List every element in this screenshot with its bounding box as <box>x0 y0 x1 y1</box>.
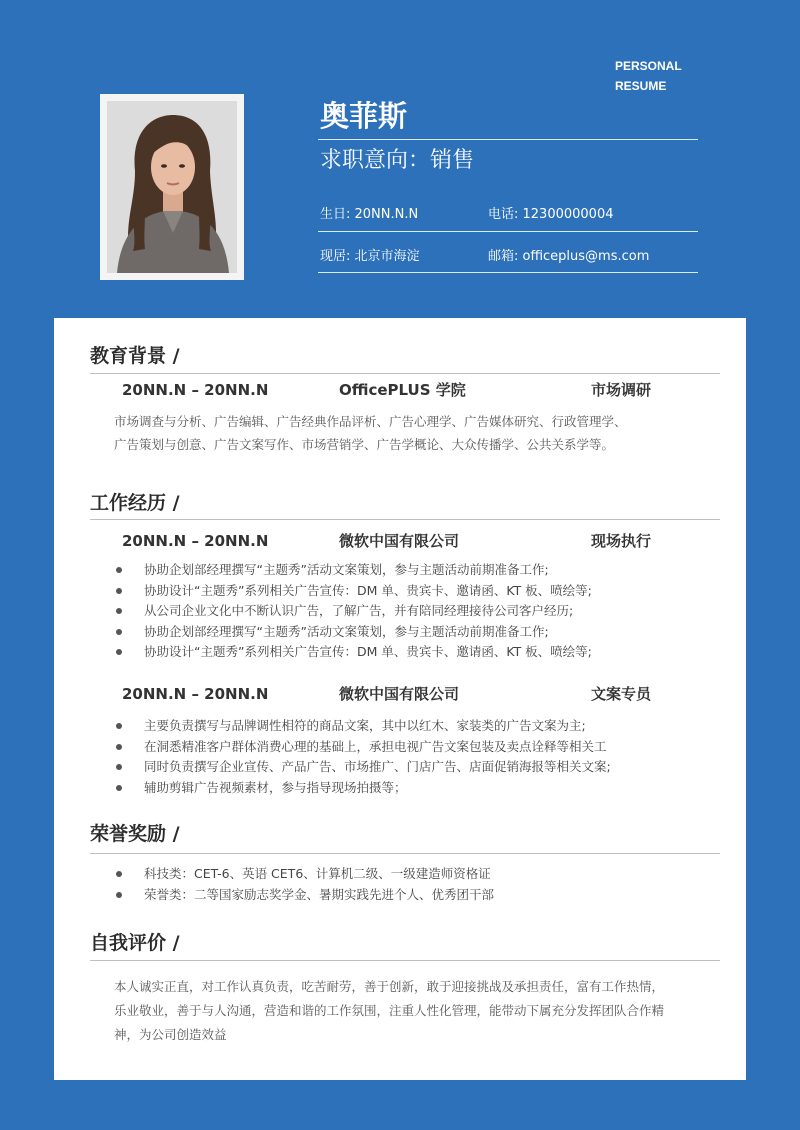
list-item: 协助企划部经理撰写“主题秀”活动文案策划，参与主题活动前期准备工作; <box>112 560 712 581</box>
birth-date: 生日: 20NN.N.N <box>320 207 419 222</box>
self-eval-line-1: 本人诚实正直，对工作认真负责，吃苦耐劳，善于创新，敢于迎接挑战及承担责任，富有工作热情， <box>114 979 665 994</box>
education-period: 20NN.N – 20NN.N <box>122 381 269 399</box>
email-address: 邮箱: officeplus@ms.com <box>488 249 650 264</box>
list-item: 主要负责撰写与品牌调性相符的商品文案，其中以红木、家装类的广告文案为主; <box>112 716 712 737</box>
self-eval-line-2: 乐业敬业，善于与人沟通，营造和谐的工作氛围，注重人性化管理，能带动下属充分发挥团队合作精 <box>114 1003 665 1018</box>
portrait-illustration <box>107 101 237 273</box>
honors-divider <box>90 853 720 854</box>
bullet-icon <box>116 744 122 750</box>
job-company: 微软中国有限公司 <box>339 532 460 550</box>
self-eval-section-title: 自我评价 / <box>90 932 180 954</box>
list-item: 协助设计“主题秀”系列相关广告宣传：DM 单、贵宾卡、邀请函、KT 板、喷绘等; <box>112 581 712 602</box>
bullet-icon <box>116 871 122 877</box>
list-item: 在洞悉精准客户群体消费心理的基础上，承担电视广告文案包装及卖点诠释等相关工 <box>112 737 712 758</box>
list-item: 从公司企业文化中不断认识广告，了解广告，并有陪同经理接待公司客户经历; <box>112 601 712 622</box>
bullet-icon <box>116 629 122 635</box>
list-item: 荣誉类：二等国家励志奖学金、暑期实践先进个人、优秀团干部 <box>112 885 712 906</box>
bullet-icon <box>116 723 122 729</box>
job-role: 文案专员 <box>591 685 652 703</box>
header-divider <box>318 139 698 140</box>
residence: 现居: 北京市海淀 <box>320 249 420 264</box>
job-company: 微软中国有限公司 <box>339 685 460 703</box>
self-evaluation <box>114 975 714 1047</box>
job-1-duties <box>112 560 712 663</box>
honors-section-title: 荣誉奖励 / <box>90 823 180 845</box>
education-major: 市场调研 <box>591 381 652 399</box>
bullet-icon <box>116 785 122 791</box>
job-role: 现场执行 <box>591 532 652 550</box>
job-intent: 求职意向：销售 <box>320 148 475 173</box>
tag-line-1: PERSONAL <box>615 59 682 73</box>
list-item: 辅助剪辑广告视频素材，参与指导现场拍摄等； <box>112 778 712 799</box>
bullet-icon <box>116 608 122 614</box>
bullet-icon <box>116 649 122 655</box>
resume-content-card <box>54 318 746 1080</box>
personal-resume-tag <box>615 56 682 96</box>
education-section-title: 教育背景 / <box>90 345 180 367</box>
self-eval-line-3: 神，为公司创造效益 <box>114 1027 227 1042</box>
bullet-icon <box>116 567 122 573</box>
profile-photo <box>107 101 237 273</box>
profile-photo-frame <box>100 94 244 280</box>
info-divider-1 <box>318 231 698 232</box>
list-item: 科技类：CET-6、英语 CET6、计算机二级、一级建造师资格证 <box>112 864 712 885</box>
bullet-icon <box>116 764 122 770</box>
list-item: 协助设计“主题秀”系列相关广告宣传：DM 单、贵宾卡、邀请函、KT 板、喷绘等; <box>112 642 712 663</box>
work-section-title: 工作经历 / <box>90 492 180 514</box>
job-period: 20NN.N – 20NN.N <box>122 685 269 703</box>
courses-line-1: 市场调查与分析、广告编辑、广告经典作品评析、广告心理学、广告媒体研究、行政管理学、 <box>114 414 627 429</box>
education-divider <box>90 373 720 374</box>
candidate-name: 奥菲斯 <box>320 99 408 133</box>
list-item: 协助企划部经理撰写“主题秀”活动文案策划，参与主题活动前期准备工作; <box>112 622 712 643</box>
bullet-icon <box>116 892 122 898</box>
info-divider-2 <box>318 272 698 273</box>
courses-line-2: 广告策划与创意、广告文案写作、市场营销学、广告学概论、大众传播学、公共关系学等。 <box>114 437 615 452</box>
phone-number: 电话: 12300000004 <box>488 207 614 222</box>
self-eval-divider <box>90 960 720 961</box>
work-divider <box>90 519 720 520</box>
bullet-icon <box>116 588 122 594</box>
education-courses <box>114 410 714 456</box>
job-2-duties <box>112 716 712 798</box>
tag-line-2: RESUME <box>615 79 667 93</box>
job-period: 20NN.N – 20NN.N <box>122 532 269 550</box>
education-school: OfficePLUS 学院 <box>339 381 466 399</box>
list-item: 同时负责撰写企业宣传、产品广告、市场推广、门店广告、店面促销海报等相关文案; <box>112 757 712 778</box>
honors-list <box>112 864 712 905</box>
